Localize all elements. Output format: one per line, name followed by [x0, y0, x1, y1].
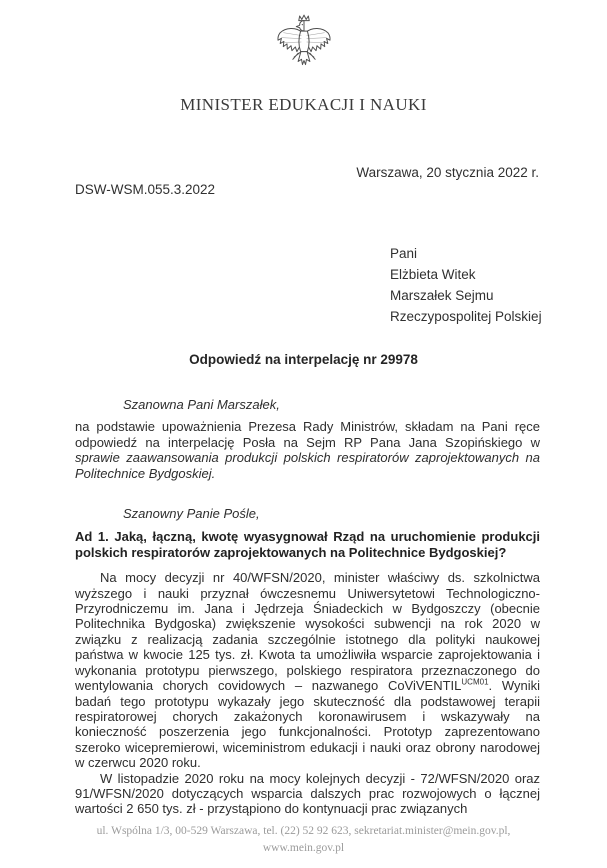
answer-paragraph-1	[75, 570, 540, 770]
polish-eagle-emblem	[0, 12, 607, 77]
answer-1-part-2: . Wyniki badań tego prototypu wykazały jego skuteczność dla podstawowej terapii respiratorowej chorych zakażonych koronawirusem i wskazywały na konieczność poszerzenia jego funkcjonalności. Prototyp zaprezentowano szeroko wicepremierowi, wiceministrom edukacji i nauki oraz obrony narodowej w czerwcu 2020 roku.	[75, 678, 540, 771]
letterhead-title: MINISTER EDUKACJI I NAUKI	[180, 95, 427, 114]
eagle-icon	[273, 12, 335, 72]
addressee-line-salutation: Pani	[390, 246, 418, 261]
addressee-line-institution: Rzeczypospolitej Polskiej	[390, 309, 542, 324]
addressee-line-title: Marszałek Sejmu	[390, 288, 494, 303]
intro-regular-text: na podstawie upoważnienia Prezesa Rady Ministrów, składam na Pani ręce odpowiedź na interpelację Posła na Sejm RP Pana Jana Szopińskiego w	[75, 419, 540, 450]
subject-line: Odpowiedź na interpelację nr 29978	[189, 352, 418, 367]
addressee-block	[390, 243, 542, 327]
question-1: Ad 1. Jaką, łączną, kwotę wyasygnował Rząd na uruchomienie produkcji polskich respiratorów zaprojektowanych na Politechnice Bydgoskiej?	[75, 529, 540, 560]
salutation-posel: Szanowny Panie Pośle,	[123, 506, 260, 522]
page-footer	[0, 823, 607, 857]
footer-address-line: ul. Wspólna 1/3, 00-529 Warszawa, tel. (22) 52 92 623, sekretariat.minister@mein.gov.pl,	[96, 825, 511, 837]
answer-1-part-1: Na mocy decyzji nr 40/WFSN/2020, minister właściwy ds. szkolnictwa wyższego i nauki przyznał ówczesnemu Uniwersytetowi Technologiczno-Przyrodniczemu im. Jana i Jędrzeja Śniadeckich w Bydgoszczy (obecnie Politechnika Bydgoska) zwiększenie wysokości subwencji na rok 2020 w związku z realizacją zadania szczególnie istotnego dla polityki naukowej państwa w kwocie 125 tys. zł. Kwota ta umożliwiła wsparcie zaprojektowania i wykonania prototypu pierwszego, polskiego respiratora przeznaczonego do wentylowania chorych covidowych – nazwanego CoViVENTIL	[75, 570, 540, 694]
place-date-line: Warszawa, 20 stycznia 2022 r.	[356, 165, 539, 180]
footer-website: www.mein.gov.pl	[262, 842, 345, 854]
addressee-line-name: Elżbieta Witek	[390, 267, 476, 282]
ventilator-model-superscript: UCM01	[461, 677, 489, 687]
letter-body	[75, 397, 540, 817]
meta-row	[75, 165, 539, 197]
reference-number: DSW-WSM.055.3.2022	[75, 182, 216, 197]
answer-paragraph-2: W listopadzie 2020 roku na mocy kolejnych decyzji - 72/WFSN/2020 oraz 91/WFSN/2020 dotyczących wsparcia dalszych prac rozwojowych o łącznej wartości 2 650 tys. zł - przystąpiono do kontynuacji prac związanych	[75, 770, 540, 817]
intro-italic-case-title: sprawie zaawansowania produkcji polskich respiratorów zaprojektowanych na Politechnice Bydgoskiej.	[75, 450, 540, 481]
salutation-marszalek: Szanowna Pani Marszałek,	[123, 397, 280, 412]
intro-paragraph	[75, 419, 540, 481]
